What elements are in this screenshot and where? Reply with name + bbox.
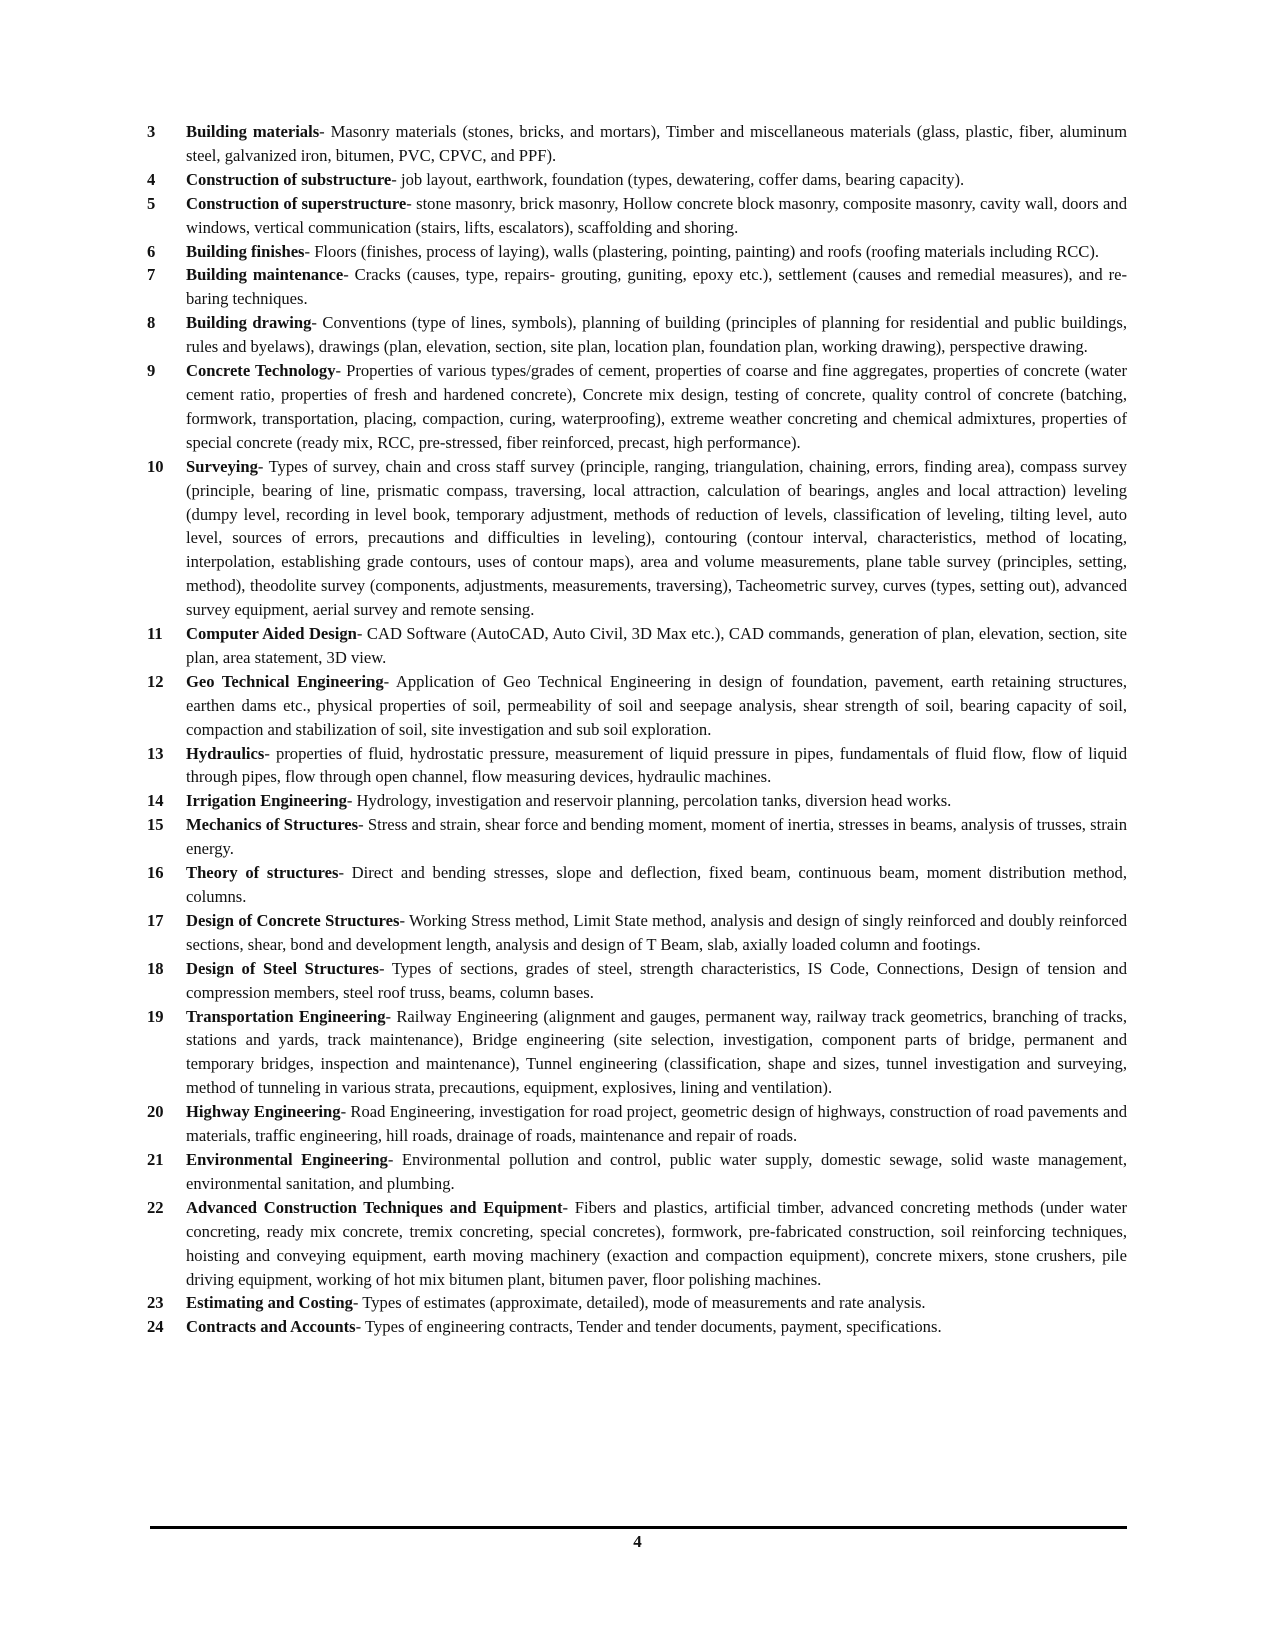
list-item: [147, 861, 1127, 909]
list-item: [147, 359, 1127, 455]
item-body: [186, 168, 1127, 192]
item-heading: Building drawing: [186, 313, 312, 333]
item-number: 16: [147, 863, 164, 883]
item-number: 11: [147, 624, 163, 644]
item-description: - Properties of various types/grades of cement, properties of coarse and fine aggregates, properties of concrete (water cement ratio, properties of fresh and hardened concrete), Concrete mix design, testing of concrete, quality control of concrete (batching, formwork, transportation, placing, compaction, curing, waterproofing), extreme weather concreting and chemical admixtures, properties of special concrete (ready mix, RCC, pre-stressed, fiber reinforced, precast, high performance).: [186, 361, 1127, 452]
item-description: - job layout, earthwork, foundation (types, dewatering, coffer dams, bearing capacity).: [391, 169, 965, 189]
item-number: 24: [147, 1317, 164, 1337]
item-description: - Direct and bending stresses, slope and deflection, fixed beam, continuous beam, moment distribution method, columns.: [186, 863, 1128, 906]
item-heading: Surveying: [186, 456, 258, 476]
list-item: [147, 120, 1127, 168]
item-body: [186, 670, 1127, 742]
list-item: [147, 1196, 1127, 1292]
item-description: - Working Stress method, Limit State method, analysis and design of singly reinforced and doubly reinforced sections, shear, bond and development length, analysis and design of T Beam, slab, axially loaded column and footings.: [186, 910, 1127, 954]
item-body: [186, 1005, 1127, 1101]
item-description: - Masonry materials (stones, bricks, and mortars), Timber and miscellaneous materials (glass, plastic, fiber, aluminum steel, galvanized iron, bitumen, PVC, CPVC, and PPF).: [186, 122, 1127, 165]
item-heading: Building finishes: [186, 241, 305, 261]
page-number: 4: [633, 1532, 642, 1551]
item-number: 5: [147, 193, 156, 213]
item-description: - Stress and strain, shear force and bending moment, moment of inertia, stresses in beams, analysis of trusses, strain energy.: [186, 815, 1127, 859]
item-number: 20: [147, 1102, 164, 1122]
item-description: - properties of fluid, hydrostatic pressure, measurement of liquid pressure in pipes, fundamentals of fluid flow, flow of liquid through pipes, flow through open channel, flow measuring devices, hydraulic machines.: [186, 743, 1127, 787]
item-number: 9: [147, 361, 156, 381]
item-number: 12: [147, 671, 164, 691]
item-heading: Computer Aided Design: [186, 624, 357, 644]
item-number: 7: [147, 265, 156, 285]
item-body: [186, 1148, 1127, 1196]
item-description: - Conventions (type of lines, symbols), planning of building (principles of planning for residential and public buildings, rules and byelaws), drawings (plan, elevation, section, site plan, location plan, foundation plan, working drawing), perspective drawing.: [186, 313, 1127, 357]
item-description: - Floors (finishes, process of laying), walls (plastering, pointing, painting) and roofs (roofing materials including RCC).: [304, 241, 1100, 261]
item-body: [186, 742, 1127, 790]
item-description: - Types of sections, grades of steel, strength characteristics, IS Code, Connections, Design of tension and compression members, steel roof truss, beams, column bases.: [186, 958, 1127, 1002]
item-body: [186, 455, 1127, 622]
item-number: 21: [147, 1149, 164, 1169]
item-heading: Building maintenance: [186, 265, 344, 285]
list-item: [147, 742, 1127, 790]
item-description: - Cracks (causes, type, repairs- grouting, guniting, epoxy etc.), settlement (causes and remedial measures), and re-baring techniques.: [186, 265, 1127, 309]
item-number: 14: [147, 791, 164, 811]
list-item: [147, 1005, 1127, 1101]
item-body: [186, 1291, 1127, 1315]
item-heading: Transportation Engineering: [186, 1006, 386, 1026]
item-description: - Application of Geo Technical Engineering in design of foundation, pavement, earth retaining structures, earthen dams etc., physical properties of soil, permeability of soil and seepage analysis, shear strength of soil, bearing capacity of soil, compaction and stabilization of soil, site investigation and sub soil exploration.: [186, 671, 1127, 739]
item-heading: Design of Steel Structures: [186, 958, 380, 978]
item-heading: Estimating and Costing: [186, 1293, 353, 1313]
item-body: [186, 1315, 1127, 1339]
item-heading: Highway Engineering: [186, 1102, 341, 1122]
list-item: [147, 957, 1127, 1005]
item-number: 22: [147, 1197, 164, 1217]
item-body: [186, 813, 1127, 861]
item-description: - Hydrology, investigation and reservoir planning, percolation tanks, diversion head works.: [346, 791, 952, 811]
item-heading: Concrete Technology: [186, 361, 336, 381]
item-body: [186, 311, 1127, 359]
item-body: [186, 957, 1127, 1005]
item-description: - Types of engineering contracts, Tender and tender documents, payment, specifications.: [355, 1317, 942, 1337]
item-heading: Contracts and Accounts: [186, 1317, 356, 1337]
list-item: [147, 1291, 1127, 1315]
item-number: 6: [147, 241, 156, 261]
item-description: - Road Engineering, investigation for road project, geometric design of highways, construction of road pavements and materials, traffic engineering, hill roads, drainage of roads, maintenance and repair of roads.: [186, 1102, 1127, 1146]
item-number: 17: [147, 910, 164, 930]
list-item: [147, 670, 1127, 742]
item-number: 8: [147, 313, 156, 333]
item-number: 3: [147, 122, 156, 141]
item-heading: Theory of structures: [186, 863, 339, 883]
item-description: - CAD Software (AutoCAD, Auto Civil, 3D Max etc.), CAD commands, generation of plan, elevation, section, site plan, area statement, 3D view.: [186, 624, 1128, 667]
list-item: [147, 813, 1127, 861]
list-item: [147, 311, 1127, 359]
list-item: [147, 240, 1127, 264]
item-number: 15: [147, 815, 164, 835]
item-body: [186, 240, 1127, 264]
list-item: [147, 168, 1127, 192]
list-item: [147, 1148, 1127, 1196]
item-heading: Irrigation Engineering: [186, 791, 347, 811]
item-number: 23: [147, 1293, 164, 1313]
item-heading: Geo Technical Engineering: [186, 671, 384, 691]
item-heading: Hydraulics: [186, 743, 265, 763]
list-item: [147, 1315, 1127, 1339]
item-number: 10: [147, 456, 164, 476]
list-item: [147, 1100, 1127, 1148]
item-heading: Mechanics of Structures: [186, 815, 359, 835]
item-body: [186, 1100, 1127, 1148]
item-body: [186, 622, 1127, 670]
item-heading: Environmental Engineering: [186, 1149, 388, 1169]
item-body: [186, 909, 1127, 957]
item-body: [186, 1196, 1127, 1292]
list-item: [147, 909, 1127, 957]
list-item: [147, 622, 1127, 670]
list-item: [147, 789, 1127, 813]
item-heading: Design of Concrete Structures: [186, 910, 400, 930]
item-body: [186, 192, 1127, 240]
item-description: - Environmental pollution and control, public water supply, domestic sewage, solid waste management, environmental sanitation, and plumbing.: [186, 1149, 1127, 1193]
syllabus-list: [147, 120, 1127, 1339]
item-heading: Construction of superstructure: [186, 193, 407, 213]
item-number: 18: [147, 958, 164, 978]
item-heading: Building materials: [186, 122, 320, 141]
item-description: - Fibers and plastics, artificial timber, advanced concreting methods (under water concreting, ready mix concrete, tremix concreting, special concretes), formwork, pre-fabricated construction, soil reinforcing techniques, hoisting and conveying equipment, earth moving machinery (exaction and compaction equipment), concrete mixers, stone crushers, pile driving equipment, working of hot mix bitumen plant, bitumen paver, floor polishing machines.: [186, 1197, 1127, 1289]
list-item: [147, 192, 1127, 240]
item-description: - Railway Engineering (alignment and gauges, permanent way, railway track geometrics, branching of tracks, stations and yards, track maintenance), Bridge engineering (site selection, investigation, component parts of bridge, permanent and temporary bridges, inspection and maintenance), Tunnel engineering (classification, shape and sizes, tunnel investigation and surveying, method of tunneling in various strata, precautions, equipment, explosives, lining and ventilation).: [186, 1006, 1127, 1098]
item-body: [186, 120, 1127, 168]
list-item: [147, 455, 1127, 622]
item-heading: Construction of substructure: [186, 169, 392, 189]
item-description: - Types of survey, chain and cross staff survey (principle, ranging, triangulation, chaining, errors, finding area), compass survey (principle, bearing of line, prismatic compass, traversing, local attraction, calculation of bearings, angles and local attraction) leveling (dumpy level, recording in level book, temporary adjustment, methods of reduction of levels, classification of leveling, tilting level, auto level, sources of errors, precautions and difficulties in leveling), contouring (contour interval, characteristics, method of locating, interpolation, establishing grade contours, uses of contour maps), area and volume measurements, plane table survey (principles, setting, method), theodolite survey (components, adjustments, measurements, traversing), Tacheometric survey, curves (types, setting out), advanced survey equipment, aerial survey and remote sensing.: [186, 456, 1127, 620]
item-heading: Advanced Construction Techniques and Equipment: [186, 1197, 563, 1217]
item-number: 13: [147, 743, 164, 763]
footer-rule: [150, 1526, 1127, 1529]
item-body: [186, 359, 1127, 455]
list-item: [147, 263, 1127, 311]
item-body: [186, 263, 1127, 311]
item-body: [186, 789, 1127, 813]
item-number: 4: [147, 169, 156, 189]
item-number: 19: [147, 1006, 164, 1026]
item-description: - Types of estimates (approximate, detailed), mode of measurements and rate analysis.: [352, 1293, 926, 1313]
item-body: [186, 861, 1127, 909]
item-description: - stone masonry, brick masonry, Hollow concrete block masonry, composite masonry, cavity wall, doors and windows, vertical communication (stairs, lifts, escalators), scaffolding and shoring.: [186, 193, 1127, 237]
